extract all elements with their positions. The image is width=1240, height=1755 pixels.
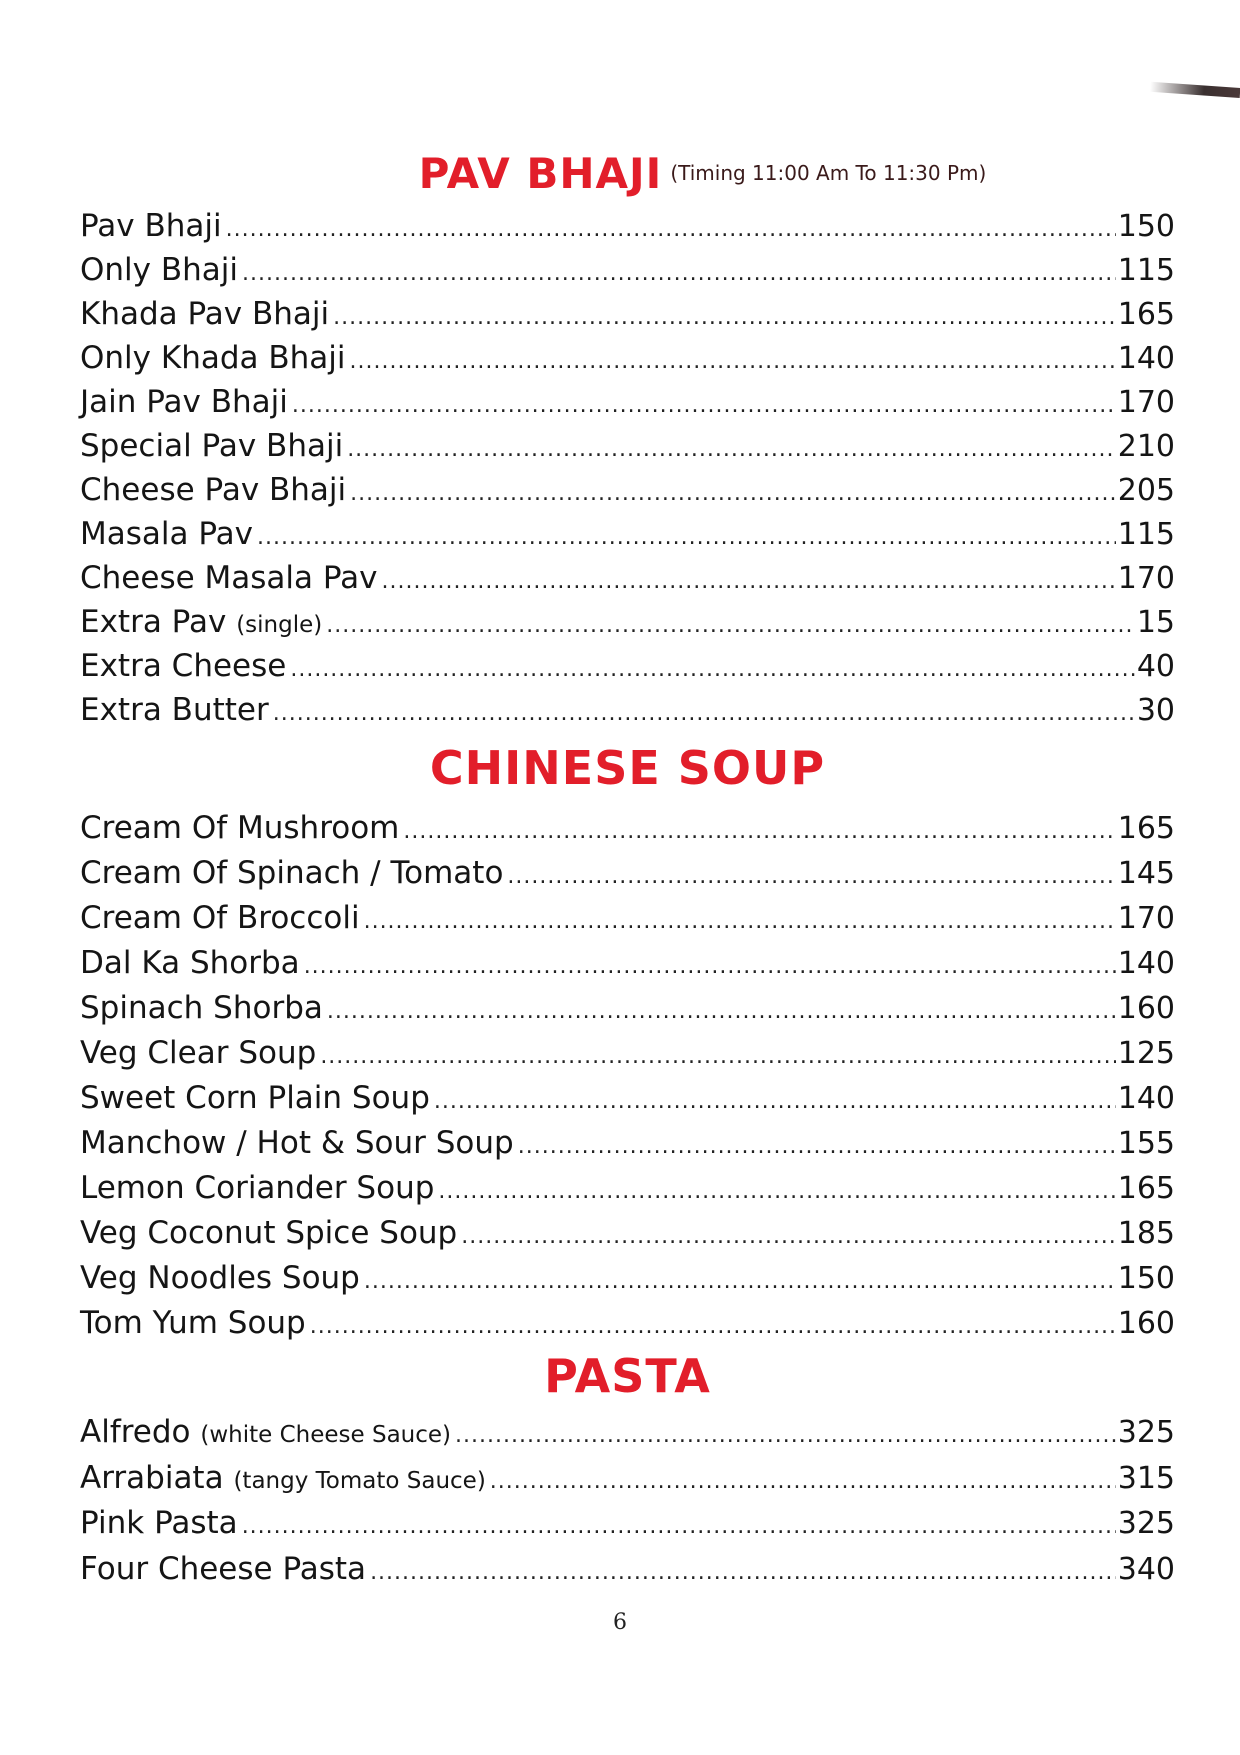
menu-item-name-text: Tom Yum Soup — [80, 1305, 306, 1341]
menu-item-price: 115 — [1117, 253, 1175, 288]
dot-leader — [350, 340, 1116, 384]
menu-item-name-text: Pink Pasta — [80, 1505, 238, 1541]
menu-item-row — [80, 1121, 1175, 1166]
menu-item-row — [80, 1076, 1175, 1121]
dot-leader — [242, 1504, 1116, 1550]
menu-item-row — [80, 644, 1175, 688]
menu-item-name — [80, 1501, 242, 1547]
menu-item-row — [80, 512, 1175, 556]
chinese-soup-item-list — [80, 806, 1175, 1346]
menu-item-row — [80, 1501, 1175, 1547]
menu-item-name — [80, 600, 326, 647]
menu-item-name-text: Only Bhaji — [80, 252, 238, 288]
menu-item-name-text: Manchow / Hot & Sour Soup — [80, 1125, 514, 1161]
pasta-item-list — [80, 1410, 1175, 1592]
menu-item-name-text: Four Cheese Pasta — [80, 1550, 367, 1587]
dot-leader — [461, 1214, 1115, 1259]
menu-item-row — [80, 1456, 1175, 1502]
menu-item-name-text: Masala Pav — [80, 516, 253, 552]
dot-leader — [370, 1550, 1116, 1596]
menu-item-price: 40 — [1136, 649, 1175, 684]
menu-item-price: 340 — [1117, 1551, 1175, 1587]
menu-item-name-text: Spinach Shorba — [80, 990, 323, 1026]
menu-item-name-text: Special Pav Bhaji — [80, 428, 344, 464]
dot-leader — [320, 1034, 1115, 1079]
menu-item-name-text: Extra Cheese — [80, 648, 287, 684]
menu-item-note: (tangy Tomato Sauce) — [233, 1467, 486, 1494]
dot-leader — [257, 516, 1116, 560]
menu-item-price: 170 — [1117, 901, 1175, 936]
menu-item-price: 150 — [1117, 209, 1175, 244]
menu-item-name-text: Cream Of Broccoli — [80, 900, 360, 936]
menu-item-name-text: Lemon Coriander Soup — [80, 1170, 435, 1206]
menu-item-row — [80, 1031, 1175, 1076]
menu-item-name — [80, 1301, 310, 1346]
menu-item-name — [80, 424, 347, 468]
menu-item-price: 325 — [1117, 1506, 1175, 1541]
menu-item-price: 140 — [1117, 946, 1175, 981]
page-number: 6 — [613, 1610, 627, 1635]
section-title-pasta: PASTA — [544, 1349, 711, 1403]
dot-leader — [507, 854, 1115, 899]
menu-item-price: 315 — [1117, 1460, 1175, 1496]
section-title-pav-bhaji: PAV BHAJI — [418, 149, 663, 198]
menu-item-price: 115 — [1117, 517, 1175, 552]
menu-item-name-text: Extra Pav — [80, 604, 227, 640]
menu-item-row — [80, 424, 1175, 468]
section-heading-chinese-soup — [80, 740, 1175, 796]
menu-item-name — [80, 1547, 370, 1593]
menu-item-name-text: Veg Clear Soup — [80, 1035, 317, 1071]
menu-item-row — [80, 556, 1175, 600]
menu-item-price: 30 — [1136, 693, 1175, 728]
dot-leader — [364, 899, 1116, 944]
menu-item-name-text: Veg Coconut Spice Soup — [80, 1215, 458, 1251]
scan-edge-mark — [1150, 82, 1240, 98]
dot-leader — [242, 252, 1116, 296]
menu-item-row — [80, 896, 1175, 941]
menu-item-price: 185 — [1117, 1216, 1175, 1251]
menu-item-name-text: Veg Noodles Soup — [80, 1260, 360, 1296]
menu-item-name — [80, 292, 333, 336]
menu-item-row — [80, 851, 1175, 896]
menu-item-row — [80, 292, 1175, 336]
menu-item-name — [80, 1031, 320, 1076]
menu-item-name-text: Cheese Pav Bhaji — [80, 472, 347, 508]
dot-leader — [327, 989, 1116, 1034]
menu-item-name-text: Extra Butter — [80, 692, 269, 728]
menu-item-price: 170 — [1117, 385, 1175, 420]
dot-leader — [273, 692, 1135, 736]
menu-item-name — [80, 512, 257, 556]
menu-item-name-text: Arrabiata — [80, 1459, 224, 1496]
menu-item-price: 165 — [1117, 1171, 1175, 1206]
menu-item-price: 205 — [1117, 473, 1175, 508]
menu-item-name-text: Jain Pav Bhaji — [80, 384, 288, 420]
menu-item-row — [80, 1166, 1175, 1211]
menu-item-name-text: Sweet Corn Plain Soup — [80, 1080, 430, 1116]
menu-item-price: 15 — [1136, 605, 1175, 640]
menu-item-price: 140 — [1117, 1081, 1175, 1116]
menu-item-name — [80, 986, 327, 1031]
menu-item-name-text: Dal Ka Shorba — [80, 945, 300, 981]
menu-item-price: 165 — [1117, 297, 1175, 332]
menu-item-price: 140 — [1117, 341, 1175, 376]
menu-item-price: 125 — [1117, 1036, 1175, 1071]
menu-item-name — [80, 1121, 518, 1166]
menu-item-price: 170 — [1117, 561, 1175, 596]
menu-page — [80, 145, 1175, 1592]
menu-item-name — [80, 1166, 438, 1211]
dot-leader — [347, 428, 1116, 472]
menu-item-row — [80, 1211, 1175, 1256]
dot-leader — [292, 384, 1116, 428]
dot-leader — [310, 1304, 1116, 1349]
menu-item-row — [80, 941, 1175, 986]
menu-item-row — [80, 204, 1175, 248]
menu-item-name — [80, 806, 403, 851]
menu-item-name — [80, 468, 350, 512]
menu-item-price: 325 — [1117, 1415, 1175, 1450]
menu-item-name — [80, 556, 382, 600]
section-heading-pav-bhaji — [80, 145, 1175, 202]
menu-item-name-text: Alfredo — [80, 1414, 191, 1450]
menu-item-price: 165 — [1117, 811, 1175, 846]
menu-item-name — [80, 1076, 434, 1121]
menu-item-name — [80, 644, 290, 688]
menu-item-row — [80, 1256, 1175, 1301]
menu-item-row — [80, 248, 1175, 292]
menu-item-price: 210 — [1117, 429, 1175, 464]
menu-item-price: 160 — [1117, 1306, 1175, 1341]
menu-item-price: 160 — [1117, 991, 1175, 1026]
dot-leader — [326, 604, 1135, 648]
menu-item-name — [80, 1256, 364, 1301]
menu-item-name — [80, 1456, 490, 1505]
menu-item-name — [80, 896, 364, 941]
menu-item-name — [80, 336, 350, 380]
menu-item-name-text: Khada Pav Bhaji — [80, 296, 330, 332]
menu-item-row — [80, 336, 1175, 380]
dot-leader — [455, 1413, 1116, 1459]
menu-item-name-text: Cheese Masala Pav — [80, 560, 378, 596]
menu-item-price: 145 — [1117, 856, 1175, 891]
menu-item-name — [80, 1410, 455, 1459]
menu-item-name — [80, 1211, 461, 1256]
menu-item-row — [80, 600, 1175, 644]
dot-leader — [226, 208, 1116, 252]
dot-leader — [350, 472, 1116, 516]
menu-item-row — [80, 986, 1175, 1031]
menu-item-name — [80, 248, 242, 292]
dot-leader — [290, 648, 1134, 692]
menu-item-name-text: Cream Of Mushroom — [80, 810, 400, 846]
menu-item-name-text: Only Khada Bhaji — [80, 340, 346, 376]
dot-leader — [403, 809, 1115, 854]
menu-item-row — [80, 468, 1175, 512]
menu-item-price: 155 — [1117, 1126, 1175, 1161]
dot-leader — [304, 944, 1116, 989]
dot-leader — [364, 1259, 1116, 1304]
menu-item-row — [80, 688, 1175, 732]
menu-item-note: (single) — [236, 612, 323, 638]
menu-item-price: 150 — [1117, 1261, 1175, 1296]
menu-item-row — [80, 1301, 1175, 1346]
menu-item-name — [80, 851, 507, 896]
timing-note: (Timing 11:00 Am To 11:30 Pm) — [670, 161, 987, 185]
dot-leader — [518, 1124, 1116, 1169]
menu-item-note: (white Cheese Sauce) — [200, 1422, 452, 1448]
menu-item-name — [80, 204, 226, 248]
menu-item-name — [80, 380, 292, 424]
menu-item-row — [80, 1410, 1175, 1456]
dot-leader — [438, 1169, 1115, 1214]
dot-leader — [382, 560, 1116, 604]
menu-item-name — [80, 941, 304, 986]
menu-item-row — [80, 380, 1175, 424]
menu-item-row — [80, 1547, 1175, 1593]
pav-bhaji-item-list — [80, 204, 1175, 732]
menu-item-name-text: Pav Bhaji — [80, 208, 222, 244]
section-heading-pasta — [80, 1348, 1175, 1404]
dot-leader — [333, 296, 1116, 340]
dot-leader — [490, 1459, 1116, 1505]
menu-item-row — [80, 806, 1175, 851]
section-title-chinese-soup: CHINESE SOUP — [429, 741, 826, 795]
menu-item-name — [80, 688, 273, 732]
menu-item-name-text: Cream Of Spinach / Tomato — [80, 855, 504, 891]
dot-leader — [434, 1079, 1116, 1124]
